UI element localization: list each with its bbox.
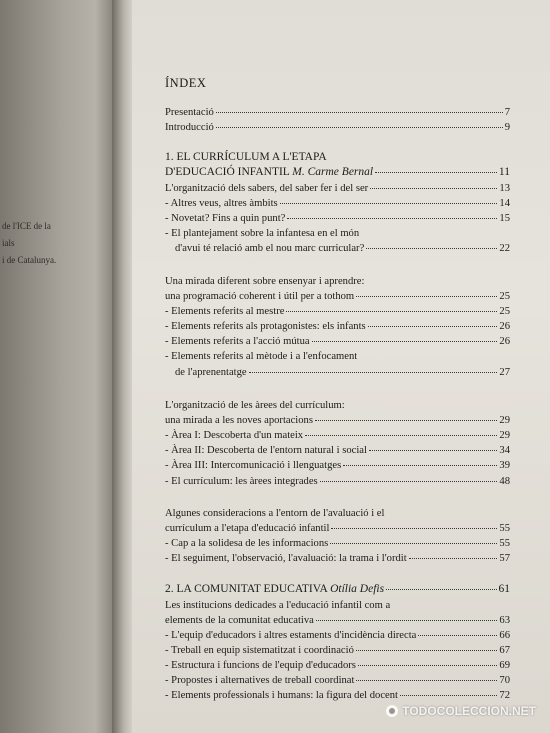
toc-entry xyxy=(165,429,510,442)
dot-leader xyxy=(305,435,497,436)
entry-text: de l'aprenentatge xyxy=(175,367,247,378)
entry-text: - Elements referits a l'acció mútua xyxy=(165,336,310,347)
dot-leader xyxy=(369,450,497,451)
page-number: 29 xyxy=(499,430,510,441)
entry-text: Presentació xyxy=(165,107,214,118)
dot-leader xyxy=(368,326,498,327)
entry-text: Les institucions dedicades a l'educació infantil com a xyxy=(165,600,391,611)
page-number: 14 xyxy=(499,198,510,209)
dot-leader xyxy=(386,589,496,590)
page-number: 25 xyxy=(499,291,510,302)
toc-entry xyxy=(165,475,510,488)
entry-text: L'organització de les àrees del currículum: xyxy=(165,400,345,411)
left-page-line: ials xyxy=(2,238,15,248)
toc-entry xyxy=(165,459,510,472)
toc-entry xyxy=(165,629,510,642)
entry-text: - Àrea I: Descoberta d'un mateix xyxy=(165,430,304,441)
dot-leader xyxy=(312,341,498,342)
toc-entry xyxy=(175,242,510,255)
dot-leader xyxy=(366,248,497,249)
page-number: 15 xyxy=(499,213,510,224)
toc-entry xyxy=(165,350,510,363)
dot-leader xyxy=(286,311,497,312)
toc-entry xyxy=(165,121,510,134)
dot-leader xyxy=(356,650,498,651)
toc-entry xyxy=(165,290,510,303)
entry-text: Introducció xyxy=(165,122,214,133)
entry-text: currículum a l'etapa d'educació infantil xyxy=(165,523,330,534)
toc-entry xyxy=(165,689,510,702)
toc-entry xyxy=(165,522,510,535)
entry-text: - El seguiment, l'observació, l'avaluació: la trama i l'ordit xyxy=(165,553,407,564)
page-number: 39 xyxy=(499,460,510,471)
toc-entry xyxy=(165,552,510,565)
page-number: 48 xyxy=(499,476,510,487)
page-number: 63 xyxy=(499,615,510,626)
dot-leader xyxy=(370,188,497,189)
entry-text: - Cap a la solidesa de les informacions xyxy=(165,538,329,549)
dot-leader xyxy=(320,481,498,482)
left-page-line: de l'ICE de la xyxy=(2,221,51,231)
page-number: 13 xyxy=(499,183,510,194)
dot-leader xyxy=(216,127,503,128)
toc-entry xyxy=(165,275,510,288)
page-number: 67 xyxy=(499,645,510,656)
dot-leader xyxy=(356,296,497,297)
entry-text: - Propostes i alternatives de treball coordinat xyxy=(165,675,355,686)
entry-text: D'EDUCACIÓ INFANTIL M. Carme Bernal xyxy=(165,166,374,178)
page-number: 70 xyxy=(499,675,510,686)
page-number: 26 xyxy=(499,321,510,332)
section-heading xyxy=(165,166,510,179)
author-name: M. Carme Bernal xyxy=(292,166,374,178)
page-number: 57 xyxy=(499,553,510,564)
entry-text: 2. LA COMUNITAT EDUCATIVA Otília Defis xyxy=(165,583,385,595)
entry-text: una mirada a les noves aportacions xyxy=(165,415,313,426)
toc-entry xyxy=(165,106,510,119)
toc-entry xyxy=(165,444,510,457)
author-name: Otília Defis xyxy=(330,583,385,595)
entry-text: - Altres veus, altres àmbits xyxy=(165,198,278,209)
page-number: 61 xyxy=(498,583,510,595)
page-number: 34 xyxy=(499,445,510,456)
page-number: 29 xyxy=(499,415,510,426)
entry-text: L'organització dels sabers, del saber fer i del ser xyxy=(165,183,369,194)
dot-leader xyxy=(315,420,497,421)
section-heading xyxy=(165,583,510,596)
entry-text: Algunes consideracions a l'entorn de l'avaluació i el xyxy=(165,508,385,519)
dot-leader xyxy=(409,558,498,559)
watermark-text: TODOCOLECCION.NET xyxy=(402,704,536,718)
toc-entry xyxy=(165,414,510,427)
page-number: 69 xyxy=(499,660,510,671)
dot-leader xyxy=(358,665,497,666)
site-logo-icon xyxy=(386,705,398,717)
dot-leader xyxy=(331,528,497,529)
toc-entry xyxy=(165,399,510,412)
entry-text: - Àrea II: Descoberta de l'entorn natural i social xyxy=(165,445,367,456)
toc-entry xyxy=(165,305,510,318)
entry-text: d'avui té relació amb el nou marc curricular? xyxy=(175,243,365,254)
dot-leader xyxy=(316,620,498,621)
toc-entry xyxy=(165,537,510,550)
dot-leader xyxy=(216,112,503,113)
dot-leader xyxy=(330,543,497,544)
dot-leader xyxy=(343,465,497,466)
dot-leader xyxy=(375,172,497,173)
page-number: 72 xyxy=(499,690,510,701)
page-number: 55 xyxy=(499,538,510,549)
entry-text: - El currículum: les àrees integrades xyxy=(165,476,318,487)
entry-text: - Elements referits als protagonistes: els infants xyxy=(165,321,366,332)
toc-entry xyxy=(165,197,510,210)
entry-text: - Elements referits al mestre xyxy=(165,306,285,317)
page-number: 55 xyxy=(499,523,510,534)
page-number: 7 xyxy=(504,107,510,118)
page-number: 26 xyxy=(499,336,510,347)
entry-text: - L'equip d'educadors i altres estaments d'incidència directa xyxy=(165,630,417,641)
entry-text: - Treball en equip sistematitzat i coordinació xyxy=(165,645,354,656)
dot-leader xyxy=(249,372,498,373)
toc-entry xyxy=(165,335,510,348)
toc-entry xyxy=(165,644,510,657)
entry-text: - Novetat? Fins a quin punt? xyxy=(165,213,286,224)
dot-leader xyxy=(287,218,497,219)
entry-text: - Elements professionals i humans: la figura del docent xyxy=(165,690,399,701)
dot-leader xyxy=(280,203,498,204)
toc-entry xyxy=(175,366,510,379)
entry-text: Una mirada diferent sobre ensenyar i aprendre: xyxy=(165,276,365,287)
toc-entry xyxy=(165,227,510,240)
toc-entry xyxy=(165,674,510,687)
entry-text: una programació coherent i útil per a tothom xyxy=(165,291,355,302)
entry-text: - Àrea III: Intercomunicació i llenguatges xyxy=(165,460,342,471)
toc-entry xyxy=(165,212,510,225)
book-gutter xyxy=(112,0,132,733)
entry-text: - Elements referits al mètode i a l'enfocament xyxy=(165,351,358,362)
toc-entry xyxy=(165,182,510,195)
dot-leader xyxy=(400,695,497,696)
toc-title: ÍNDEX xyxy=(165,76,207,90)
page-number: 9 xyxy=(504,122,510,133)
watermark xyxy=(386,704,536,718)
toc-entry xyxy=(165,659,510,672)
page-number: 11 xyxy=(498,166,510,178)
toc-entry xyxy=(165,599,510,612)
toc-entry xyxy=(165,507,510,520)
left-page-text xyxy=(2,218,110,269)
left-page xyxy=(0,0,112,733)
toc-entry xyxy=(165,320,510,333)
toc-entry xyxy=(165,614,510,627)
dot-leader xyxy=(418,635,497,636)
entry-text: - El plantejament sobre la infantesa en el món xyxy=(165,228,360,239)
entry-text: 1. EL CURRÍCULUM A L'ETAPA xyxy=(165,151,327,163)
dot-leader xyxy=(356,680,497,681)
entry-text: elements de la comunitat educativa xyxy=(165,615,314,626)
section-heading xyxy=(165,151,510,164)
entry-text: - Estructura i funcions de l'equip d'educadors xyxy=(165,660,356,671)
page-number: 22 xyxy=(499,243,510,254)
page-number: 27 xyxy=(499,367,510,378)
page-number: 25 xyxy=(499,306,510,317)
page-number: 66 xyxy=(499,630,510,641)
left-page-line: i de Catalunya. xyxy=(2,255,57,265)
